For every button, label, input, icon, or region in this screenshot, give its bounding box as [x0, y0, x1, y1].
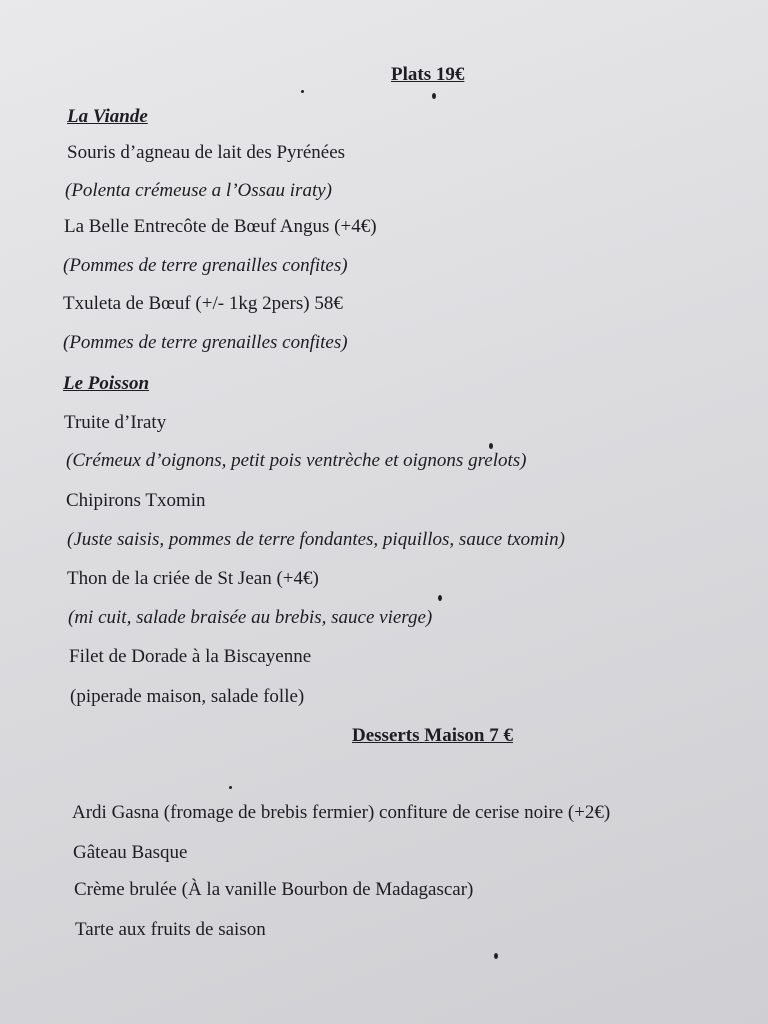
menu-item-name: La Belle Entrecôte de Bœuf Angus (+4€): [64, 216, 377, 237]
menu-item-description: (piperade maison, salade folle): [70, 686, 305, 707]
paper-speck: [438, 595, 442, 601]
menu-item-name: Txuleta de Bœuf (+/- 1kg 2pers) 58€: [63, 293, 343, 314]
menu-item-name: Souris d’agneau de lait des Pyrénées: [67, 142, 346, 163]
dessert-item: Crème brulée (À la vanille Bourbon de Madagascar): [74, 879, 474, 900]
dessert-item: Ardi Gasna (fromage de brebis fermier) confiture de cerise noire (+2€): [72, 802, 611, 823]
viande-heading: La Viande: [67, 106, 148, 127]
poisson-heading: Le Poisson: [63, 373, 150, 394]
menu-item-description: (Juste saisis, pommes de terre fondantes, piquillos, sauce txomin): [67, 529, 565, 550]
paper-speck: [432, 93, 436, 99]
desserts-title: Desserts Maison 7 €: [352, 725, 513, 746]
menu-item-description: (mi cuit, salade braisée au brebis, sauce vierge): [68, 607, 433, 628]
menu-item-name: Thon de la criée de St Jean (+4€): [67, 568, 319, 589]
dessert-item: Gâteau Basque: [73, 842, 188, 863]
menu-item-description: (Pommes de terre grenailles confites): [63, 332, 348, 353]
plats-title: Plats 19€: [391, 64, 465, 85]
menu-item-description: (Polenta crémeuse a l’Ossau iraty): [65, 180, 332, 201]
paper-speck: [489, 443, 493, 449]
paper-speck: [301, 90, 304, 93]
menu-item-name: Truite d’Iraty: [64, 412, 167, 433]
menu-item-name: Filet de Dorade à la Biscayenne: [69, 646, 312, 667]
menu-item-description: (Crémeux d’oignons, petit pois ventrèche et oignons grelots): [66, 450, 527, 471]
menu-item-description: (Pommes de terre grenailles confites): [63, 255, 348, 276]
dessert-item: Tarte aux fruits de saison: [75, 919, 266, 940]
paper-speck: [494, 953, 498, 959]
menu-item-name: Chipirons Txomin: [66, 490, 206, 511]
paper-speck: [229, 786, 232, 789]
